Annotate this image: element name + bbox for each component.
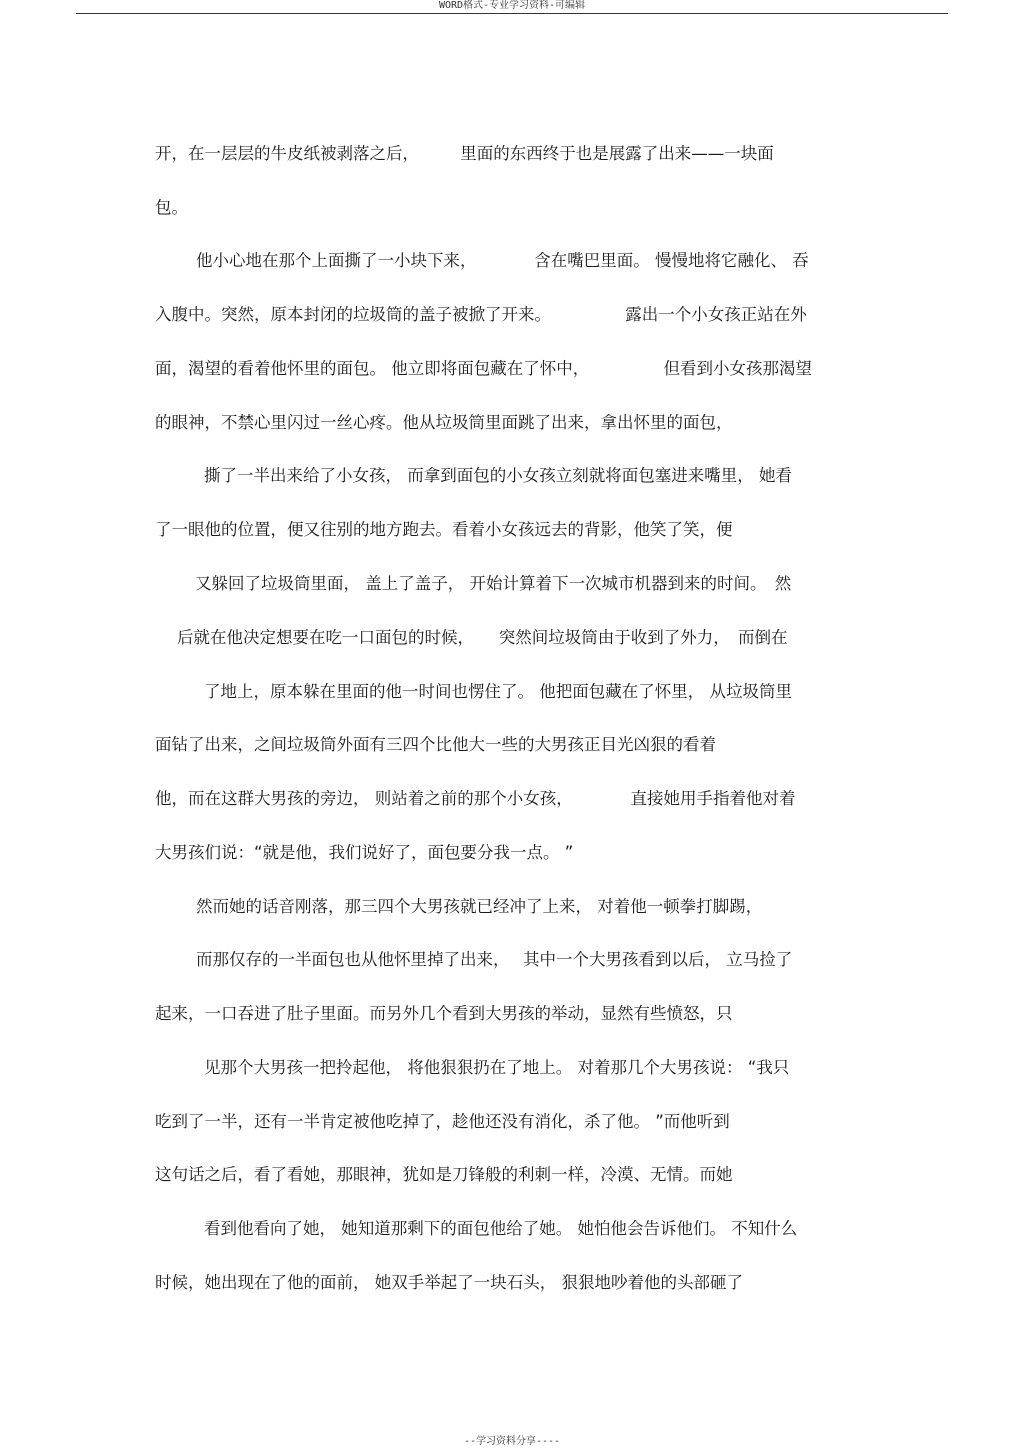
text-line: 撕了一半出来给了小女孩， 而拿到面包的小女孩立刻就将面包塞进来嘴里， 她看 bbox=[204, 466, 792, 485]
text-line: 他，而在这群大男孩的旁边， 则站着之前的那个小女孩， 直接她用手指着他对着 bbox=[155, 789, 796, 808]
page-header: WORD格式-专业学习资料-可编辑 bbox=[438, 0, 586, 11]
text-line: 然而她的话音刚落，那三四个大男孩就已经冲了上来， 对着他一顿拳打脚踢， bbox=[196, 897, 763, 916]
text-line: 而那仅存的一半面包也从他怀里掉了出来， 其中一个大男孩看到以后， 立马捡了 bbox=[196, 950, 793, 969]
text-line: 了一眼他的位置，便又往别的地方跑去。看着小女孩远去的背影，他笑了笑，便 bbox=[155, 520, 733, 539]
text-line: 大男孩们说：“就是他，我们说好了，面包要分我一点。 ” bbox=[155, 843, 574, 862]
text-line: 的眼神，不禁心里闪过一丝心疼。他从垃圾筒里面跳了出来，拿出怀里的面包， bbox=[155, 413, 733, 432]
text-line: 开，在一层层的牛皮纸被剥落之后， 里面的东西终于也是展露了出来——一块面 bbox=[155, 144, 774, 163]
text-line: 时候，她出现在了他的面前， 她双手举起了一块石头， 狠狠地吵着他的头部砸了 bbox=[155, 1273, 743, 1292]
text-line: 这句话之后，看了看她，那眼神，犹如是刀锋般的利刺一样，冷漠、无情。而她 bbox=[155, 1165, 733, 1184]
text-line: 面，渴望的看着他怀里的面包。 他立即将面包藏在了怀中， 但看到小女孩那渴望 bbox=[155, 359, 812, 378]
text-line: 面钻了出来，之间垃圾筒外面有三四个比他大一些的大男孩正目光凶狠的看着 bbox=[155, 735, 716, 754]
text-line: 了地上，原本躲在里面的他一时间也愣住了。 他把面包藏在了怀里， 从垃圾筒里 bbox=[204, 682, 792, 701]
text-line: 见那个大男孩一把拎起他， 将他狠狠扔在了地上。 对着那几个大男孩说： “我只 bbox=[204, 1058, 790, 1077]
text-line: 他小心地在那个上面撕了一小块下来， 含在嘴巴里面。 慢慢地将它融化、 吞 bbox=[196, 251, 809, 270]
header-divider bbox=[76, 13, 948, 14]
text-line: 看到他看向了她， 她知道那剩下的面包他给了她。 她怕他会告诉他们。 不知什么 bbox=[204, 1219, 798, 1238]
text-line: 吃到了一半，还有一半肯定被他吃掉了，趁他还没有消化，杀了他。 ”而他听到 bbox=[155, 1112, 730, 1131]
text-line: 后就在他决定想要在吃一口面包的时候， 突然间垃圾筒由于收到了外力， 而倒在 bbox=[177, 628, 788, 647]
text-line: 包。 bbox=[155, 198, 188, 217]
text-line: 起来，一口吞进了肚子里面。而另外几个看到大男孩的举动，显然有些愤怒，只 bbox=[155, 1004, 733, 1023]
page-footer: --学习资料分享---- bbox=[463, 1436, 561, 1447]
text-line: 入腹中。突然，原本封闭的垃圾筒的盖子被掀了开来。 露出一个小女孩正站在外 bbox=[155, 305, 807, 324]
text-line: 又躲回了垃圾筒里面， 盖上了盖子， 开始计算着下一次城市机器到来的时间。 然 bbox=[195, 574, 792, 593]
